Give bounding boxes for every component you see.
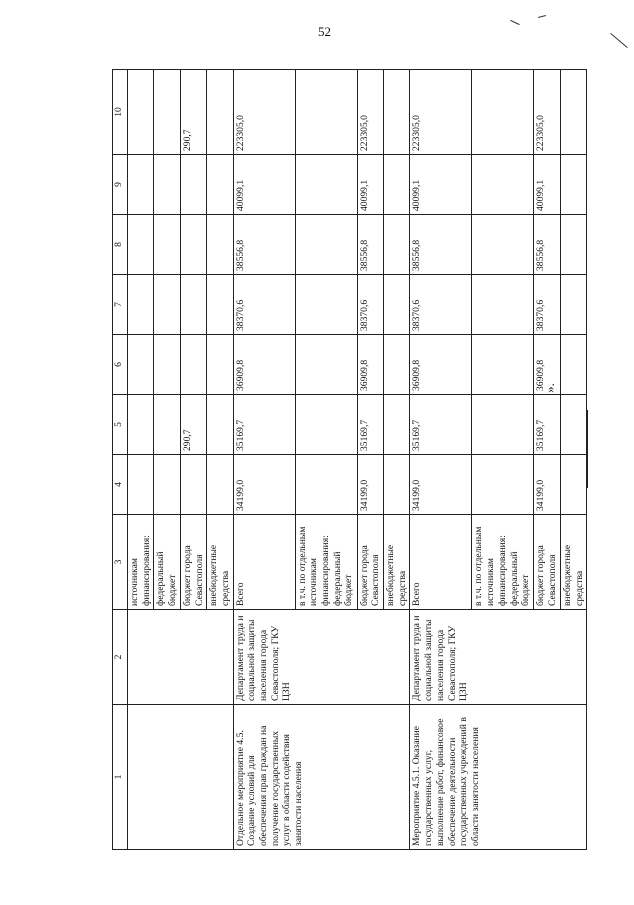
amount-cell [560,455,586,515]
column-number-cell: 6 [113,335,128,395]
column-number-cell: 1 [113,705,128,850]
funding-source-cell: бюджет города Севастополя [357,515,383,610]
amount-cell [128,275,154,335]
amount-cell: 34199,0 [233,455,295,515]
table-row [233,70,295,850]
amount-cell: 38556,8 [534,215,560,275]
amount-cell [472,455,534,515]
amount-cell: 36909,8 [233,335,295,395]
amount-cell [472,395,534,455]
funding-source-cell: бюджет города Севастополя [534,515,560,610]
amount-cell [472,155,534,215]
amount-cell: 40099,1 [410,155,472,215]
measure-name-cell: Отдельное мероприятие 4.5. Создание условий для обеспечения прав граждан на получение государственных услуг в области содействия занятости населения [233,705,410,850]
amount-cell: 38370,6 [357,275,383,335]
amount-cell [128,70,154,155]
amount-cell: 223305,0 [233,70,295,155]
funding-source-cell: Всего [233,515,295,610]
amount-cell [207,275,233,335]
amount-cell [560,70,586,155]
amount-cell [154,155,180,215]
amount-cell [180,155,206,215]
amount-cell [207,335,233,395]
table-row [128,70,154,850]
funding-source-cell: внебюджетные средства [207,515,233,610]
amount-cell: 290,7 [180,70,206,155]
funding-source-cell: внебюджетные средства [560,515,586,610]
funding-source-cell: в т.ч. по отдельным источникам финансирования: федеральный бюджет [295,515,357,610]
scan-mark [510,20,519,25]
table-row [410,70,472,850]
amount-cell [128,335,154,395]
amount-cell [180,215,206,275]
amount-cell: 36909,8 [357,335,383,395]
funding-source-cell: источникам финансирования: [128,515,154,610]
amount-cell [154,455,180,515]
amount-cell [207,70,233,155]
amount-cell: 36909,8 [534,335,560,395]
column-number-cell: 9 [113,155,128,215]
amount-cell [154,335,180,395]
funding-source-cell: бюджет города Севастополя [180,515,206,610]
amount-cell: 35169,7 [534,395,560,455]
amount-cell: 223305,0 [534,70,560,155]
funding-source-cell: в т.ч. по отдельным источникам финансирования: федеральный бюджет [472,515,534,610]
amount-cell [128,215,154,275]
executor-cell: Департамент труда и социальной защиты населения города Севастополя; ГКУ ЦЗН [233,610,410,705]
amount-cell [128,155,154,215]
funding-source-cell: федеральный бюджет [154,515,180,610]
amount-cell: 40099,1 [534,155,560,215]
amount-cell [295,455,357,515]
amount-cell: 35169,7 [357,395,383,455]
amount-cell [472,215,534,275]
column-number-cell: 5 [113,395,128,455]
amount-cell [295,215,357,275]
amount-cell [154,395,180,455]
amount-cell [384,155,410,215]
financing-table [112,69,587,850]
rotated-table-container [112,70,585,850]
amount-cell [207,395,233,455]
closing-quote-mark: ». [541,383,557,393]
amount-cell [384,215,410,275]
amount-cell [154,70,180,155]
amount-cell [207,455,233,515]
amount-cell [295,155,357,215]
amount-cell: 40099,1 [233,155,295,215]
amount-cell: 40099,1 [357,155,383,215]
amount-cell: 34199,0 [410,455,472,515]
amount-cell [384,455,410,515]
measure-name-cell [128,705,234,850]
amount-cell [560,395,586,455]
amount-cell [472,335,534,395]
amount-cell [384,335,410,395]
amount-cell [207,215,233,275]
signature-line [587,410,588,488]
measure-name-cell: Мероприятие 4.5.1. Оказание государственных услуг, выполнение работ, финансовое обеспечение деятельности государственных учреждений в области занятости населения [410,705,587,850]
amount-cell: 34199,0 [357,455,383,515]
amount-cell: 36909,8 [410,335,472,395]
column-number-cell: 4 [113,455,128,515]
column-number-cell: 2 [113,610,128,705]
amount-cell [472,275,534,335]
amount-cell: 223305,0 [357,70,383,155]
scan-mark [538,15,546,18]
amount-cell [180,275,206,335]
amount-cell [295,395,357,455]
amount-cell: 34199,0 [534,455,560,515]
executor-cell: Департамент труда и социальной защиты населения города Севастополя; ГКУ ЦЗН [410,610,587,705]
amount-cell: 223305,0 [410,70,472,155]
page-number: 52 [318,24,331,39]
amount-cell: 38370,6 [410,275,472,335]
amount-cell [180,455,206,515]
amount-cell [472,70,534,155]
amount-cell: 38370,6 [233,275,295,335]
amount-cell [560,335,586,395]
amount-cell [128,455,154,515]
amount-cell: 35169,7 [233,395,295,455]
signature-line [560,410,561,498]
amount-cell [207,155,233,215]
funding-source-cell: Всего [410,515,472,610]
amount-cell [560,215,586,275]
amount-cell [154,275,180,335]
amount-cell [128,395,154,455]
amount-cell [384,70,410,155]
amount-cell: 38556,8 [357,215,383,275]
amount-cell: 38556,8 [410,215,472,275]
amount-cell: 38556,8 [233,215,295,275]
amount-cell: 290,7 [180,395,206,455]
amount-cell: 38370,6 [534,275,560,335]
amount-cell [560,275,586,335]
column-number-cell: 8 [113,215,128,275]
amount-cell [560,155,586,215]
amount-cell [180,335,206,395]
amount-cell: 35169,7 [410,395,472,455]
amount-cell [384,275,410,335]
scan-mark [610,33,627,48]
amount-cell [295,335,357,395]
executor-cell [128,610,234,705]
column-number-cell: 10 [113,70,128,155]
amount-cell [384,395,410,455]
amount-cell [295,275,357,335]
amount-cell [295,70,357,155]
column-number-cell: 7 [113,275,128,335]
column-number-cell: 3 [113,515,128,610]
funding-source-cell: внебюджетные средства [384,515,410,610]
amount-cell [154,215,180,275]
header-row [113,70,128,850]
